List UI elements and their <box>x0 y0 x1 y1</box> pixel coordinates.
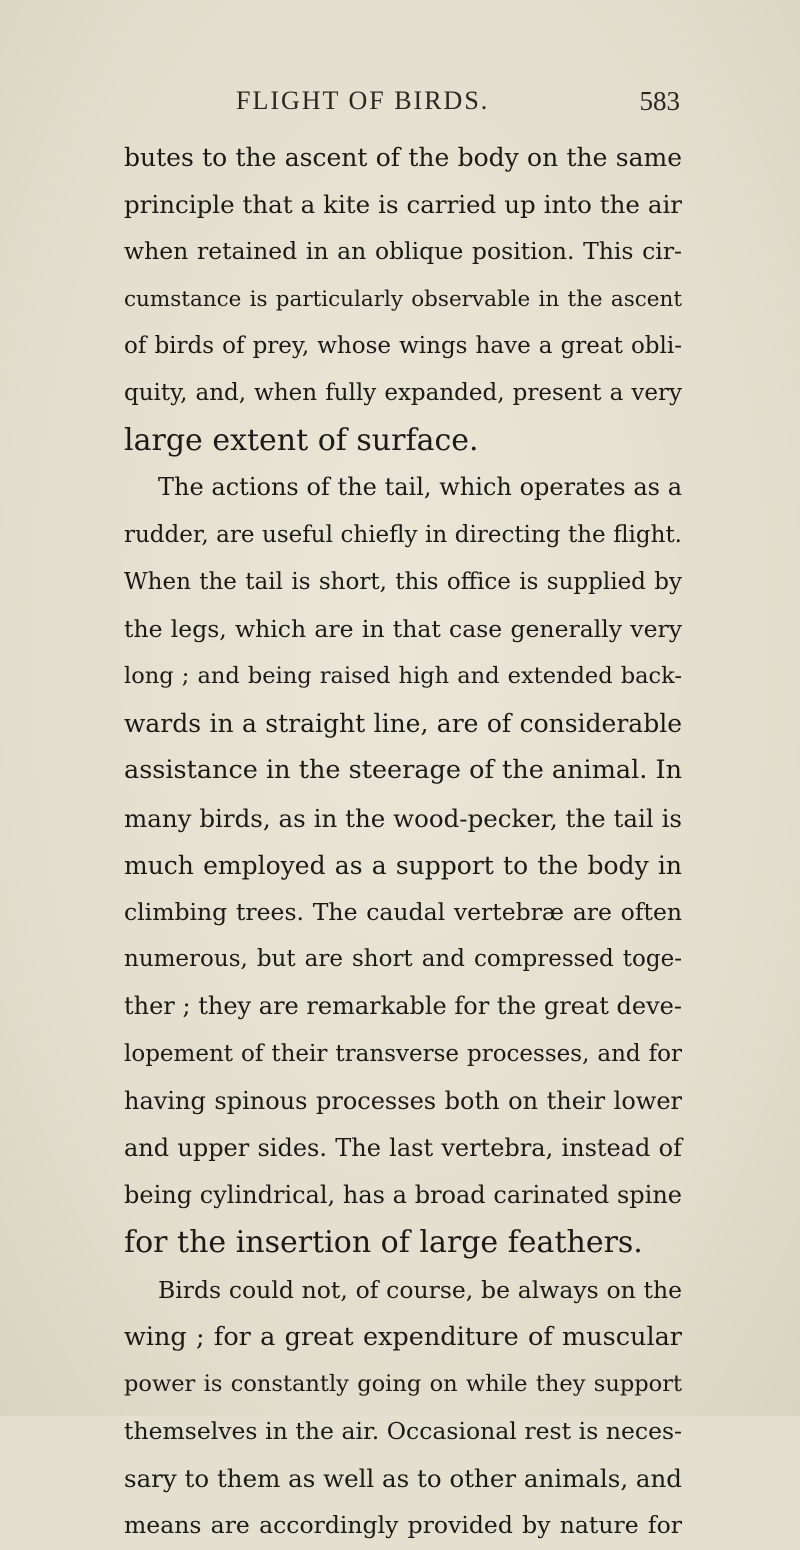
text-line: numerous, but are short and compressed toge- <box>124 946 682 973</box>
text-line: assistance in the steerage of the animal. In <box>124 755 682 786</box>
text-line: power is constantly going on while they support <box>124 1370 682 1397</box>
text-line: quity, and, when fully expanded, present a very <box>124 379 682 406</box>
text-line: themselves in the air. Occasional rest is neces- <box>124 1417 682 1446</box>
body-text <box>124 134 682 1550</box>
text-line: the legs, which are in that case generally very <box>124 614 682 643</box>
text-line: of birds of prey, whose wings have a great obli- <box>124 332 682 359</box>
text-line: cumstance is particularly observable in the ascent <box>124 286 682 312</box>
text-line: sary to them as well as to other animals, and <box>124 1464 682 1494</box>
text-line: being cylindrical, has a broad carinated spine <box>124 1181 682 1210</box>
text-line: rudder, are useful chiefly in directing the flight. <box>124 521 682 548</box>
text-line: When the tail is short, this office is supplied by <box>124 568 682 595</box>
text-line: and upper sides. The last vertebra, instead of <box>124 1133 682 1162</box>
text-line: much employed as a support to the body in <box>124 850 682 880</box>
text-line: wards in a straight line, are of considerable <box>124 709 682 739</box>
running-title: FLIGHT OF BIRDS. <box>236 86 490 115</box>
paragraph-start-line: Birds could not, of course, be always on the <box>158 1275 682 1304</box>
page-number: 583 <box>639 86 680 116</box>
text-line: long ; and being raised high and extended back- <box>124 663 682 690</box>
text-line: means are accordingly provided by nature for <box>124 1511 682 1540</box>
text-line: climbing trees. The caudal vertebræ are often <box>124 898 682 926</box>
text-line: having spinous processes both on their lower <box>124 1086 682 1115</box>
page-header <box>0 86 800 126</box>
text-line: butes to the ascent of the body on the same <box>124 143 682 172</box>
text-line: ther ; they are remarkable for the great deve- <box>124 992 682 1021</box>
text-line: wing ; for a great expenditure of muscular <box>124 1321 682 1352</box>
paragraph-end-line: large extent of surface. <box>124 423 479 459</box>
paragraph-end-line: for the insertion of large feathers. <box>124 1225 643 1261</box>
text-line: many birds, as in the wood-pecker, the tail is <box>124 803 682 833</box>
paragraph-start-line: The actions of the tail, which operates as a <box>158 473 682 502</box>
text-line: when retained in an oblique position. This cir- <box>124 237 682 266</box>
text-line: lopement of their transverse processes, and for <box>124 1040 682 1067</box>
text-line: principle that a kite is carried up into the air <box>124 190 682 220</box>
